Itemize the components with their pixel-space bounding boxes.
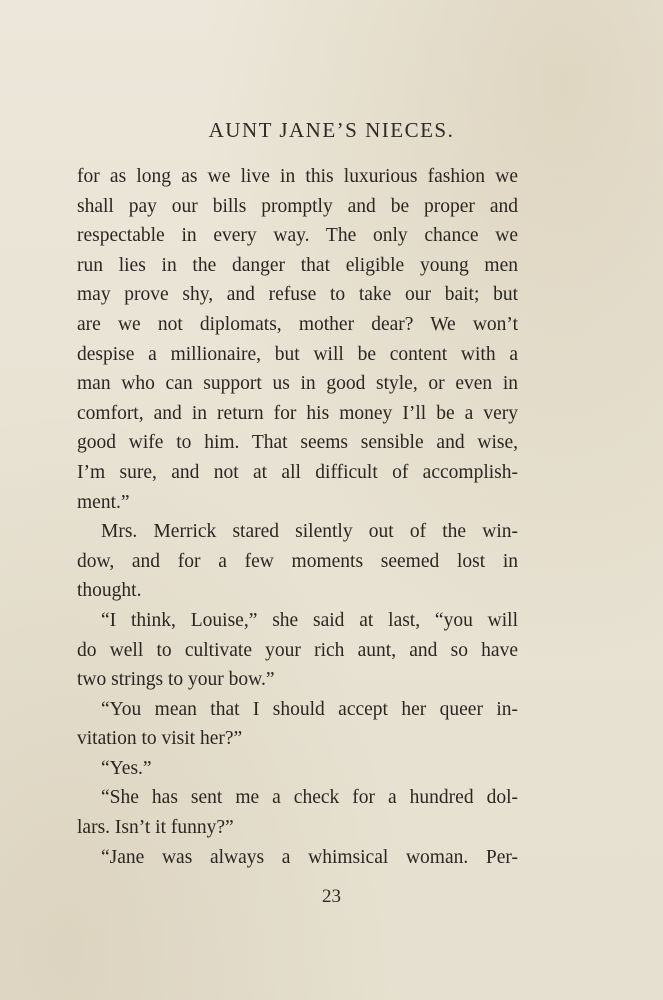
text-line: shall pay our bills promptly and be proper and — [77, 195, 518, 217]
text-line: do well to cultivate your rich aunt, and so have — [77, 639, 518, 661]
text-line: “I think, Louise,” she said at last, “you will — [101, 609, 518, 631]
text-line: lars. Isn’t it funny?” — [77, 817, 234, 839]
text-line: man who can support us in good style, or even in — [77, 373, 518, 395]
text-line: may prove shy, and refuse to take our bait; but — [77, 284, 518, 306]
text-line: despise a millionaire, but will be content with a — [77, 343, 518, 365]
text-line: dow, and for a few moments seemed lost in — [77, 550, 518, 572]
text-line: for as long as we live in this luxurious fashion we — [77, 166, 518, 187]
body-text — [77, 162, 518, 872]
text-line: “She has sent me a check for a hundred dol- — [101, 787, 518, 809]
running-head: AUNT JANE’S NIECES. — [208, 118, 455, 142]
text-line: run lies in the danger that eligible young men — [77, 254, 518, 276]
page-number: 23 — [322, 886, 341, 907]
text-line: thought. — [77, 580, 142, 602]
text-line: are we not diplomats, mother dear? We won’t — [77, 313, 518, 335]
text-line: ment.” — [77, 491, 130, 513]
text-line: vitation to visit her?” — [77, 728, 243, 750]
text-line: “Yes.” — [101, 757, 152, 779]
text-line: good wife to him. That seems sensible and wise, — [77, 432, 518, 454]
text-line: I’m sure, and not at all difficult of accomplish- — [77, 461, 518, 483]
text-line: comfort, and in return for his money I’ll be a very — [77, 402, 518, 424]
text-line: respectable in every way. The only chance we — [77, 225, 518, 247]
text-line: two strings to your bow.” — [77, 669, 275, 691]
text-line: “You mean that I should accept her queer in- — [101, 698, 518, 720]
text-line: Mrs. Merrick stared silently out of the win- — [101, 521, 518, 543]
text-line: “Jane was always a whimsical woman. Per- — [101, 846, 518, 868]
